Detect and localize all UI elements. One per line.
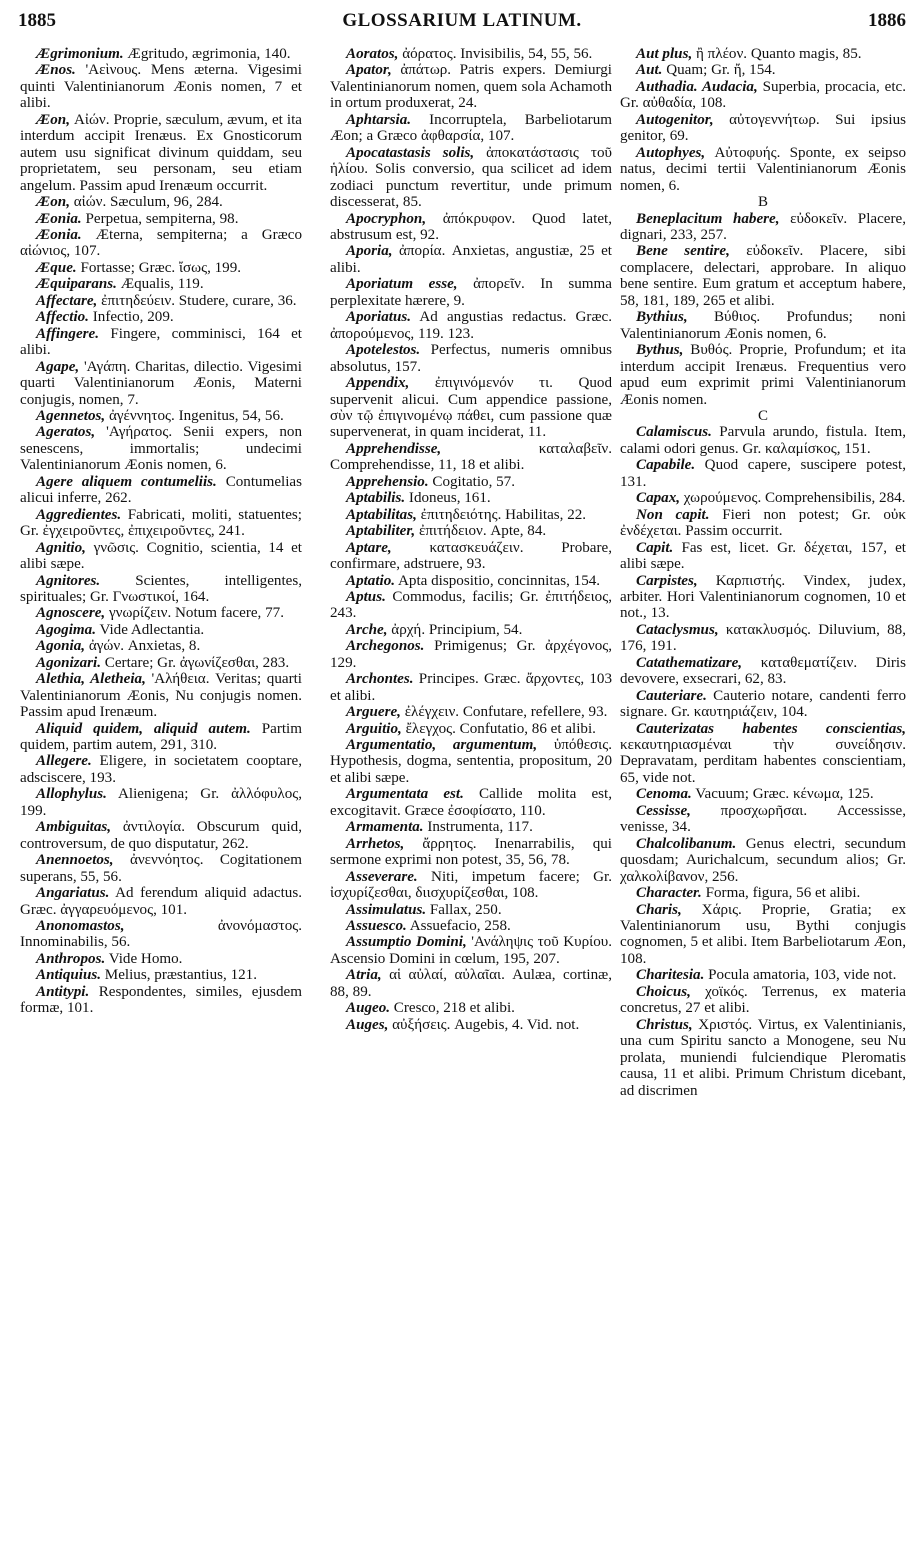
entry-definition: ἀντιλογία. Obscurum quid, controversum, de quo disputatur, 262. [20, 819, 302, 852]
entry-definition: Certare; Gr. ἀγωνίζεσθαι, 283. [101, 654, 290, 671]
glossary-entry [330, 1017, 612, 1033]
glossary-entry [20, 260, 302, 276]
entry-definition: Infectio, 209. [88, 309, 174, 326]
entry-headword: Æon, [36, 194, 70, 211]
entry-definition: Æqualis, 119. [116, 276, 204, 293]
entry-definition: Callide molita est, excogitavit. Græce ἐσοφίσατο, 110. [330, 786, 612, 819]
entry-definition: Cogitatio, 57. [428, 473, 515, 490]
glossary-entry [330, 819, 612, 835]
entry-headword: Aoratos, [346, 46, 399, 62]
entry-headword: Archontes. [346, 671, 414, 688]
glossary-entry [620, 967, 906, 983]
glossary-entry [330, 934, 612, 967]
glossary-entry [330, 967, 612, 1000]
entry-headword: Ageratos, [36, 424, 96, 441]
entry-headword: Assuesco. [346, 918, 407, 935]
glossary-entry [330, 523, 612, 539]
page-number-right: 1886 [868, 10, 906, 31]
entry-headword: Apprehendisse, [346, 440, 442, 457]
entry-headword: Affectio. [36, 309, 89, 326]
glossary-entry [330, 276, 612, 309]
entry-definition: Æterna, sempiterna; a Græco αἰώνιος, 107. [20, 226, 302, 260]
entry-headword: Capit. [636, 539, 674, 556]
glossary-entry [330, 1000, 612, 1016]
glossary-entry [330, 573, 612, 589]
glossary-entry [330, 46, 612, 62]
entry-definition: ἀόρατος. Invisibilis, 54, 55, 56. [398, 46, 593, 62]
glossary-entry [20, 967, 302, 983]
glossary-entry [330, 638, 612, 671]
entry-definition: αὐξήσεις. Augebis, 4. Vid. not. [388, 1016, 580, 1033]
entry-definition: κεκαυτηριασμέναι τὴν συνείδησιν. Depravatam, perditam habentes conscientiam, 65, vide not. [620, 737, 906, 786]
entry-definition: Quod capere, suscipere potest, 131. [620, 457, 906, 490]
entry-headword: Aphtarsia. [346, 111, 412, 128]
entry-headword: Alethia, Aletheia, [36, 671, 146, 688]
entry-headword: Ægrimonium. [36, 46, 124, 62]
running-title: GLOSSARIUM LATINUM. [342, 10, 582, 31]
entry-headword: Aporiatus. [346, 309, 412, 326]
entry-headword: Agogima. [36, 621, 96, 638]
entry-definition: Incorruptela, Barbeliotarum Æon; a Græco ἀφθαρσία, 107. [330, 111, 612, 145]
glossary-entry [20, 622, 302, 638]
glossary-entry [620, 655, 906, 688]
entry-definition: 'Ανάληψις τοῦ Κυρίου. Ascensio Domini in cœlum, 195, 207. [330, 934, 612, 967]
entry-definition: Cauterio notare, candenti ferro signare. Gr. καυτηριάζειν, 104. [620, 687, 906, 721]
glossary-entry [330, 671, 612, 704]
entry-definition: Vide Adlectantia. [95, 621, 205, 638]
entry-definition: ἐπιτηδεύειν. Studere, curare, 36. [97, 292, 297, 309]
glossary-entry [20, 540, 302, 573]
entry-definition: Contumelias alicui inferre, 262. [20, 473, 302, 507]
entry-headword: Charis, [636, 901, 682, 918]
entry-definition: Vacuum; Græc. κένωμα, 125. [691, 786, 874, 803]
entry-headword: Aptabilis. [346, 490, 406, 507]
entry-headword: Choicus, [636, 983, 691, 1000]
entry-definition: Commodus, facilis; Gr. ἐπιτήδειος, 243. [330, 588, 612, 622]
entry-headword: Autogenitor, [636, 111, 714, 128]
entry-headword: Bene sentire, [636, 243, 730, 260]
entry-headword: Agere aliquem contumeliis. [36, 473, 217, 490]
glossary-entry [20, 573, 302, 606]
glossary-column-1 [20, 46, 302, 1017]
entry-headword: Arguere, [346, 704, 401, 721]
entry-headword: Beneplacitum habere, [636, 210, 780, 227]
entry-definition: Perfectus, numeris omnibus absolutus, 157. [330, 342, 612, 375]
entry-definition: Partim quidem, partim autem, 291, 310. [20, 720, 302, 754]
glossary-entry [620, 211, 906, 244]
entry-definition: χωρούμενος. Comprehensibilis, 284. [680, 490, 906, 507]
entry-definition: Melius, præstantius, 121. [101, 967, 258, 984]
entry-definition: εὐδοκεῖν. Placere, sibi complacere, delectari, approbare. In aliquo bene sentire. Eum gratum et acceptum habere, 58, 181, 189, 265 et alibi. [620, 243, 906, 309]
entry-headword: Cenoma. [636, 786, 692, 803]
entry-headword: Affingere. [36, 325, 100, 342]
entry-headword: Aptus. [346, 588, 386, 605]
glossary-entry [20, 326, 302, 359]
glossary-entry [20, 293, 302, 309]
entry-definition: Alienigena; Gr. ἀλλόφυλος, 199. [20, 786, 302, 819]
glossary-entry [330, 342, 612, 375]
entry-headword: Calamiscus. [636, 424, 712, 441]
entry-definition: Parvula arundo, fistula. Item, calami odori genus. Gr. καλαμίσκος, 151. [620, 424, 906, 457]
entry-definition: Eligere, in societatem cooptare, adsciscere, 193. [20, 753, 302, 786]
entry-headword: Arche, [346, 621, 388, 638]
glossary-entry [620, 1017, 906, 1099]
entry-headword: Carpistes, [636, 572, 698, 589]
entry-headword: Capabile. [636, 457, 696, 474]
entry-headword: Agnitores. [36, 572, 101, 589]
entry-definition: 'Αεὶνους. Mens æterna. Vigesimi quinti Valentinianorum Æonis nomen, 7 et alibi. [20, 62, 302, 112]
entry-definition: αἱ αὐλαί, αὐλαῖαι. Aulæa, cortinæ, 88, 89. [330, 967, 612, 1000]
entry-definition: κατακλυσμός. Diluvium, 88, 176, 191. [620, 621, 906, 655]
entry-headword: Cataclysmus, [636, 621, 719, 638]
entry-definition: εὐδοκεῖν. Placere, dignari, 233, 257. [620, 210, 906, 243]
entry-definition: Fingere, comminisci, 164 et alibi. [20, 325, 302, 359]
entry-definition: ἀπορεῖν. In summa perplexitate hærere, 9. [330, 276, 612, 309]
entry-definition: ἐπιτηδειότης. Habilitas, 22. [416, 506, 587, 523]
entry-headword: Æonia. [36, 226, 82, 243]
entry-headword: Cessisse, [636, 802, 691, 819]
entry-definition: Forma, figura, 56 et alibi. [701, 885, 861, 902]
entry-definition: Cresco, 218 et alibi. [390, 1000, 515, 1017]
glossary-entry [330, 704, 612, 720]
glossary-entry [20, 638, 302, 654]
entry-headword: Agonizari. [36, 654, 102, 671]
entry-headword: Aut. [636, 62, 663, 79]
glossary-entry [620, 424, 906, 457]
entry-headword: Augeo. [346, 1000, 391, 1017]
glossary-entry [20, 46, 302, 62]
glossary-entry [330, 540, 612, 573]
entry-headword: Character. [636, 885, 702, 902]
glossary-entry [620, 457, 906, 490]
section-letter: B [757, 194, 768, 211]
entry-definition: Αὐτοφυής. Sponte, ex seipso natus, decimi tertii Valentinianorum Æonis nomen, 6. [620, 144, 906, 194]
entry-headword: Agnoscere, [36, 605, 106, 622]
glossary-entry [330, 211, 612, 244]
glossary-entry [620, 836, 906, 885]
entry-definition: Primigenus; Gr. ἀρχέγονος, 129. [330, 638, 612, 671]
entry-headword: Archegonos. [346, 638, 425, 655]
entry-definition: γνῶσις. Cognitio, scientia, 14 et alibi sæpe. [20, 539, 302, 573]
entry-definition: Principes. Græc. ἄρχοντες, 103 et alibi. [330, 671, 612, 704]
entry-headword: Aut plus, [636, 46, 693, 62]
glossary-entry [330, 902, 612, 918]
glossary-entry [330, 622, 612, 638]
glossary-entry [20, 819, 302, 852]
glossary-entry [620, 885, 906, 901]
entry-definition: Ægritudo, ægrimonia, 140. [123, 46, 291, 62]
entry-definition: Perpetua, sempiterna, 98. [81, 210, 239, 227]
glossary-entry [20, 951, 302, 967]
entry-headword: Apocatastasis solis, [346, 144, 475, 161]
entry-headword: Cauterizatas habentes conscientias, [636, 720, 906, 737]
entry-headword: Arrhetos, [346, 835, 405, 852]
glossary-entry [20, 852, 302, 885]
entry-headword: Capax, [636, 490, 681, 507]
glossary-entry [330, 869, 612, 902]
entry-definition: καταθεματίζειν. Diris devovere, exsecrari, 62, 83. [620, 654, 906, 688]
entry-headword: Affectare, [36, 292, 98, 309]
entry-headword: Aporia, [346, 243, 393, 260]
entry-definition: ἀπορία. Anxietas, angustiæ, 25 et alibi. [330, 243, 612, 276]
entry-headword: Anennoetos, [36, 852, 114, 869]
glossary-entry [330, 490, 612, 506]
entry-definition: Χριστός. Virtus, ex Valentinianis, una cum Spiritu sancto a Monogene, seu Nu prolata, muniendi fulciendique Pleromatis causa, 11 et alibi. Primum Christum dicebant, ad discrimen [620, 1016, 906, 1099]
entry-headword: Antitypi. [36, 983, 90, 1000]
entry-definition: Quam; Gr. ἤ, 154. [662, 62, 776, 79]
glossary-entry [620, 984, 906, 1017]
glossary-entry [330, 474, 612, 490]
entry-definition: ἔλεγχος. Confutatio, 86 et alibi. [401, 720, 596, 737]
entry-headword: Æquiparans. [36, 276, 117, 293]
entry-definition: ἀνονόμαστος. Innominabilis, 56. [20, 918, 302, 951]
entry-definition: Fabricati, moliti, statuentes; Gr. ἐγχειροῦντες, ἐπιχειροῦντες, 241. [20, 506, 302, 540]
entry-headword: Æonia. [36, 210, 82, 227]
entry-headword: Assimulatus. [346, 901, 427, 918]
entry-definition: Ad angustias redactus. Græc. ἀπορούμενος, 119. 123. [330, 309, 612, 342]
entry-definition: κατασκευάζειν. Probare, confirmare, adstruere, 93. [330, 539, 612, 573]
entry-definition: ἀπόκρυφον. Quod latet, abstrusum est, 92. [330, 210, 612, 243]
glossary-entry [20, 309, 302, 325]
entry-headword: Apprehensio. [346, 473, 429, 490]
glossary-entry [620, 507, 906, 540]
glossary-entry [20, 211, 302, 227]
glossary-entry [20, 276, 302, 292]
glossary-entry [330, 145, 612, 211]
glossary-column-3 [620, 46, 906, 1099]
entry-definition: ἀνεννόητος. Cogitationem superans, 55, 56. [20, 852, 302, 885]
entry-headword: Agape, [36, 358, 80, 375]
entry-headword: Atria, [346, 967, 382, 984]
entry-definition: Idoneus, 161. [405, 490, 491, 507]
section-letter: C [757, 407, 768, 424]
entry-definition: Scientes, intelligentes, spirituales; Gr. Γνωστικοί, 164. [20, 572, 302, 605]
entry-headword: Apotelestos. [346, 342, 421, 359]
entry-headword: Allegere. [36, 753, 92, 770]
entry-definition: Βύθιος. Profundus; noni Valentinianorum Æonis nomen, 6. [620, 309, 906, 342]
glossary-entry [330, 589, 612, 622]
glossary-entry [330, 786, 612, 819]
glossary-entry [20, 721, 302, 754]
glossary-entry [330, 243, 612, 276]
glossary-entry [20, 359, 302, 408]
glossary-entry [330, 836, 612, 869]
entry-headword: Christus, [636, 1016, 693, 1033]
entry-definition: ἀρχή. Principium, 54. [387, 621, 523, 638]
entry-definition: Instrumenta, 117. [423, 819, 533, 836]
entry-definition: Βυθός. Proprie, Profundum; et ita interdum accipit Irenæus. Frequentius vero apud eum exprimit primi Valentinianorum Æonis nomen. [620, 342, 906, 408]
entry-definition: ἢ πλέον. Quanto magis, 85. [692, 46, 862, 62]
entry-headword: Ambiguitas, [36, 819, 112, 836]
glossary-entry [620, 79, 906, 112]
glossary-entry [620, 803, 906, 836]
glossary-entry [620, 490, 906, 506]
glossary-entry [620, 243, 906, 309]
entry-headword: Cauteriare. [636, 687, 707, 704]
entry-headword: Agennetos, [36, 407, 106, 424]
entry-headword: Assumptio Domini, [346, 934, 467, 951]
entry-definition: Αἰών. Proprie, sæculum, ævum, et ita interdum accipit Irenæus. Ex Gnosticorum autem usu significat divinum quiddam, seu proprietatem, seu personam, seu etiam angelum. Passim apud Irenæum occurrit. [20, 111, 302, 194]
entry-headword: Bythus, [636, 342, 684, 359]
glossary-entry [20, 786, 302, 819]
glossary-entry [620, 112, 906, 145]
entry-headword: Aggredientes. [36, 506, 122, 523]
glossary-entry [20, 753, 302, 786]
entry-headword: Aptabilitas, [346, 506, 417, 523]
entry-definition: ἐπιτήδειον. Apte, 84. [415, 523, 547, 540]
glossary-entry [20, 408, 302, 424]
glossary-entry [20, 655, 302, 671]
glossary-entry [20, 984, 302, 1017]
glossary-entry [620, 342, 906, 408]
glossary-entry [620, 540, 906, 573]
glossary-entry [330, 441, 612, 474]
entry-headword: Aptare, [346, 539, 392, 556]
entry-headword: Agnitio, [36, 539, 86, 556]
glossary-entry [330, 112, 612, 145]
glossary-entry [620, 688, 906, 721]
entry-definition: Assuefacio, 258. [406, 918, 511, 935]
glossary-entry [330, 918, 612, 934]
entry-headword: Agonia, [36, 638, 86, 655]
entry-definition: Respondentes, similes, ejusdem formæ, 101. [20, 983, 302, 1017]
entry-definition: προσχωρῆσαι. Accessisse, venisse, 34. [620, 802, 906, 836]
entry-definition: Χάρις. Proprie, Gratia; ex Valentinianorum usu, Bythi conjugis cognomen, 5 et alibi. Item Barbeliotarum Æon, 108. [620, 901, 906, 967]
entry-definition: Ad ferendum aliquid adactus. Græc. ἀγγαρευόμενος, 101. [20, 885, 302, 918]
glossary-entry [20, 671, 302, 720]
glossary-entry [330, 507, 612, 523]
entry-definition: Apta dispositio, concinnitas, 154. [395, 572, 601, 589]
entry-headword: Autophyes, [636, 144, 706, 161]
entry-headword: Charitesia. [636, 967, 705, 984]
entry-headword: Catathematizare, [636, 654, 743, 671]
entry-headword: Antiquius. [36, 967, 102, 984]
entry-headword: Aptatio. [346, 572, 396, 589]
entry-definition: Fallax, 250. [426, 901, 502, 918]
entry-definition: ἀποκατάστασις τοῦ ἡλίου. Solis conversio, qua scilicet ad idem zodiaci punctum revertitur, unde primum discesserat, 85. [330, 144, 612, 211]
glossary-entry [20, 918, 302, 951]
entry-headword: Asseverare. [346, 868, 418, 885]
entry-definition: Pocula amatoria, 103, vide not. [704, 967, 897, 984]
glossary-entry [620, 145, 906, 194]
entry-headword: Allophylus. [36, 786, 107, 803]
glossary-entry [20, 885, 302, 918]
entry-definition: αἰών. Sæculum, 96, 284. [69, 194, 223, 211]
entry-definition: 'Αλήθεια. Veritas; quarti Valentinianorum Æonis, Nu conjugis nomen. Passim apud Irenæum. [20, 671, 302, 721]
glossary-entry [620, 46, 906, 62]
entry-definition: γνωρίζειν. Notum facere, 77. [105, 605, 284, 622]
entry-definition: ἄρρητος. Inenarrabilis, qui sermone exprimi non potest, 35, 56, 78. [330, 835, 612, 869]
entry-definition: ἀπάτωρ. Patris expers. Demiurgi Valentinianorum nomen, quem sola Achamoth in ortum produxerat, 24. [330, 62, 612, 112]
glossary-entry [620, 622, 906, 655]
glossary-entry [620, 786, 906, 802]
entry-definition: Καρπιστής. Vindex, judex, arbiter. Hori Valentinianorum cognomen, 10 et not., 13. [620, 572, 906, 622]
entry-definition: Fieri non potest; Gr. οὐκ ἐνδέχεται. Passim occurrit. [620, 506, 906, 540]
glossary-entry [620, 309, 906, 342]
entry-definition: καταλαβεῖν. Comprehendisse, 11, 18 et alibi. [330, 440, 612, 474]
entry-headword: Armamenta. [346, 819, 424, 836]
entry-definition: χοϊκός. Terrenus, ex materia concretus, 27 et alibi. [620, 983, 906, 1017]
entry-definition: Genus electri, secundum quosdam; Aurichalcum, secundum alios; Gr. χαλκολίβανον, 256. [620, 835, 906, 885]
glossary-entry [20, 424, 302, 473]
entry-headword: Angariatus. [36, 885, 110, 902]
entry-definition: ὑπόθεσις. Hypothesis, dogma, sententia, propositum, 20 et alibi sæpe. [330, 737, 612, 786]
glossary-entry [330, 737, 612, 786]
glossary-entry [20, 474, 302, 507]
glossary-entry [620, 573, 906, 622]
entry-headword: Chalcolibanum. [636, 835, 737, 852]
entry-headword: Bythius, [636, 309, 688, 326]
glossary-entry [20, 227, 302, 260]
entry-headword: Auges, [346, 1016, 389, 1033]
entry-headword: Æque. [36, 259, 77, 276]
glossary-entry [20, 605, 302, 621]
glossary-entry [620, 62, 906, 78]
glossary-entry [20, 112, 302, 194]
entry-definition: ἀγέννητος. Ingenitus, 54, 56. [105, 407, 284, 424]
entry-definition: ἐπιγινόμενόν τι. Quod supervenit alicui. Cum appendice passione, σὺν τῷ ἐπιγινομένῳ πάθει, cum passione quæ supervenerat, in quam inciderat, 11. [330, 375, 612, 441]
page-number-left: 1885 [18, 10, 56, 31]
glossary-entry [620, 721, 906, 787]
entry-definition: 'Αγήρατος. Senii expers, non senescens, immortalis; undecimi Valentinianorum Æonis nomen, 6. [20, 424, 302, 474]
entry-definition: ἀγών. Anxietas, 8. [85, 638, 201, 655]
entry-headword: Aporiatum esse, [346, 276, 458, 293]
entry-headword: Argumentatio, argumentum, [346, 737, 538, 754]
entry-headword: Apocryphon, [346, 210, 427, 227]
page-header [18, 10, 906, 38]
entry-headword: Aptabiliter, [346, 523, 416, 540]
glossary-entry [20, 62, 302, 111]
entry-headword: Apator, [346, 62, 392, 79]
entry-headword: Ænos. [36, 62, 76, 79]
entry-headword: Non capit. [636, 506, 710, 523]
entry-definition: ἐλέγχειν. Confutare, refellere, 93. [400, 704, 608, 721]
entry-definition: Superbia, procacia, etc. Gr. αὐθαδία, 108. [620, 78, 907, 112]
entry-headword: Anthropos. [36, 950, 106, 967]
entry-headword: Anonomastos, [36, 918, 125, 935]
glossary-entry [20, 507, 302, 540]
entry-definition: Fas est, licet. Gr. δέχεται, 157, et alibi sæpe. [620, 539, 906, 573]
entry-headword: Authadia. Audacia, [636, 78, 758, 95]
entry-headword: Arguitio, [346, 720, 402, 737]
entry-definition: Niti, impetum facere; Gr. ἰσχυρίζεσθαι, διισχυρίζεσθαι, 108. [330, 868, 612, 902]
entry-definition: Fortasse; Græc. ἴσως, 199. [76, 259, 242, 276]
entry-headword: Æon, [36, 111, 70, 128]
glossary-entry [330, 309, 612, 342]
entry-definition: 'Αγάπη. Charitas, dilectio. Vigesimi quarti Valentinianorum Æonis, Materni conjugis, nomen, 7. [20, 358, 302, 408]
glossary-entry [330, 62, 612, 111]
glossary-entry [330, 721, 612, 737]
entry-headword: Appendix, [346, 375, 410, 392]
glossary-entry [20, 194, 302, 210]
entry-headword: Aliquid quidem, aliquid autem. [36, 720, 251, 737]
glossary-entry [330, 375, 612, 441]
glossary-entry [620, 902, 906, 968]
entry-definition: Vide Homo. [105, 950, 183, 967]
entry-headword: Argumentata est. [346, 786, 464, 803]
glossary-column-2 [330, 46, 612, 1033]
entry-definition: αὐτογεννήτωρ. Sui ipsius genitor, 69. [620, 111, 906, 145]
